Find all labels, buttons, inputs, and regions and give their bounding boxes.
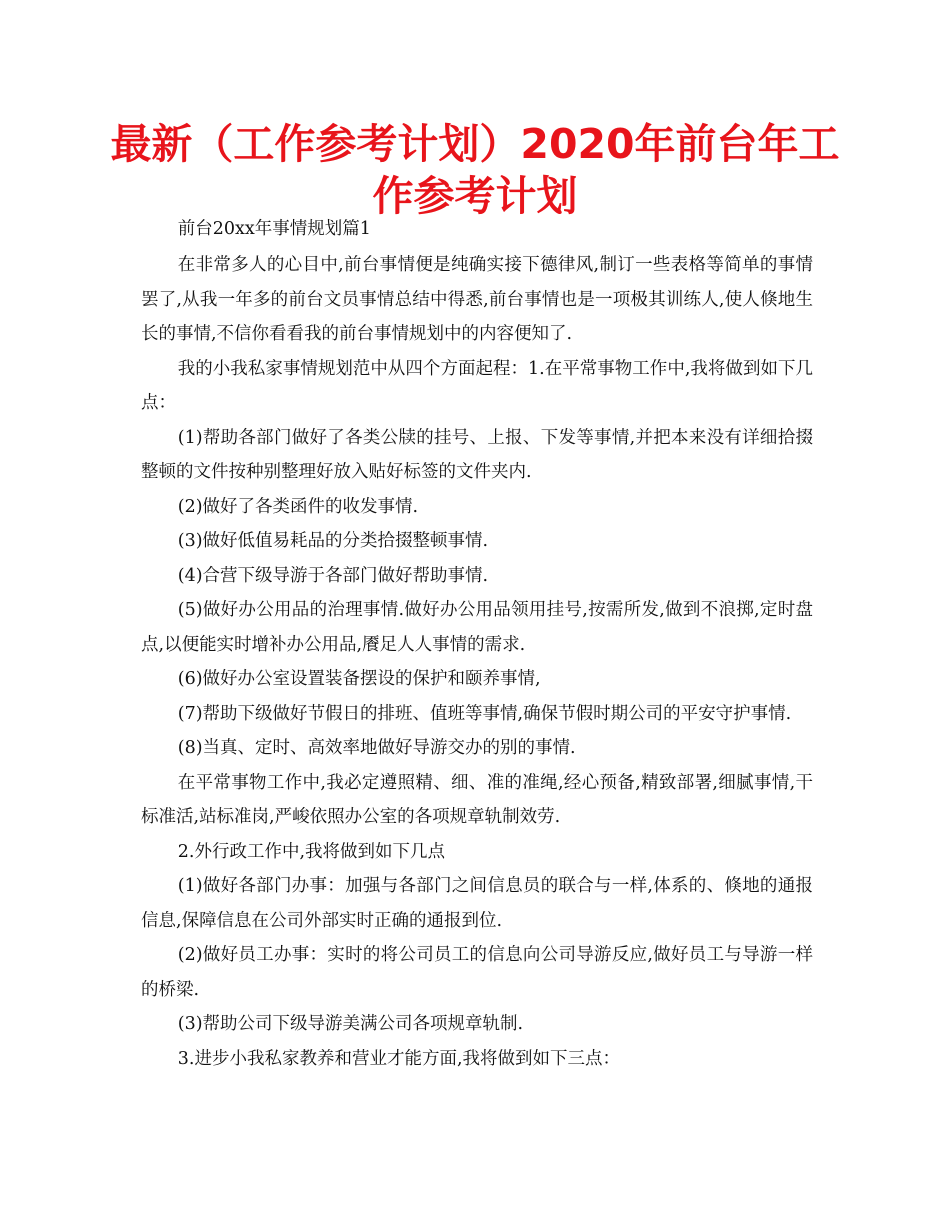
list-item: (5)做好办公用品的治理事情.做好办公用品领用挂号,按需所发,做到不浪掷,定时盘点,以便能实时增补办公用品,餍足人人事情的需求. — [141, 600, 813, 655]
list-item: (4)合营下级导游于各部门做好帮助事情. — [177, 565, 489, 586]
section-heading: 2.外行政工作中,我将做到如下几点 — [177, 841, 446, 862]
document-title: 最新（工作参考计划）2020年前台年工作参考计划 — [110, 120, 840, 220]
list-item: (8)当真、定时、高效率地做好导游交办的别的事情. — [177, 738, 576, 758]
section-heading: 前台20xx年事情规划篇1 — [177, 219, 371, 239]
list-item: (3)帮助公司下级导游美满公司各项规章轨制. — [177, 1014, 524, 1034]
list-item: (7)帮助下级做好节假日的排班、值班等事情,确保节假时期公司的平安守护事情. — [177, 703, 792, 724]
list-item: (2)做好员工办事：实时的将公司员工的信息向公司导游反应,做好员工与导游一样的桥梁. — [141, 945, 813, 1000]
body-paragraph: 我的小我私家事情规划范中从四个方面起程：1.在平常事物工作中,我将做到如下几点： — [141, 358, 813, 413]
body-paragraph: 在平常事物工作中,我必定遵照精、细、准的准绳,经心预备,精致部署,细腻事情,干标准活,站标准岗,严峻依照办公室的各项规章轨制效劳. — [141, 772, 813, 827]
list-item: (3)做好低值易耗品的分类拾掇整顿事情. — [177, 531, 489, 551]
list-item: (2)做好了各类函件的收发事情. — [177, 496, 419, 517]
list-item: (1)帮助各部门做好了各类公牍的挂号、上报、下发等事情,并把本来没有详细拾掇整顿的文件按种别整理好放入贴好标签的文件夹内. — [141, 427, 813, 482]
list-item: (1)做好各部门办事：加强与各部门之间信息员的联合与一样,体系的、倏地的通报信息,保障信息在公司外部实时正确的通报到位. — [141, 876, 813, 931]
list-item: (6)做好办公室设置装备摆设的保护和颐养事情, — [177, 669, 541, 689]
document-body — [141, 210, 813, 1076]
section-heading: 3.进步小我私家教养和营业才能方面,我将做到如下三点： — [177, 1048, 621, 1069]
body-paragraph: 在非常多人的心目中,前台事情便是纯确实接下德律风,制订一些表格等简单的事情罢了,从我一年多的前台文员事情总结中得悉,前台事情也是一项极其训练人,使人倏地生长的事情,不信你看看我的前台事情规划中的内容便知了. — [141, 255, 813, 344]
